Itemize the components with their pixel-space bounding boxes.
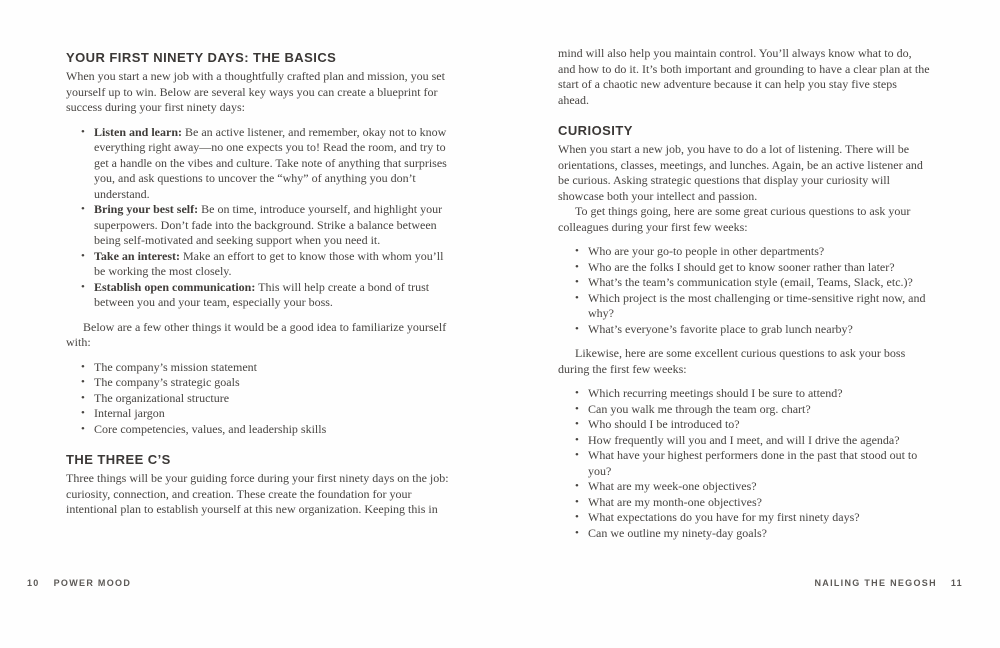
colleague-questions-list	[558, 244, 930, 337]
list-item	[94, 280, 450, 311]
heading-curiosity: CURIOSITY	[558, 123, 633, 138]
familiarize-list	[66, 360, 450, 438]
heading-first-ninety-days: YOUR FIRST NINETY DAYS: THE BASICS	[66, 50, 337, 65]
list-item: • What are my week-one objectives?	[588, 479, 930, 495]
bullet-lead: Take an interest:	[94, 248, 181, 263]
list-item: • The company’s strategic goals	[94, 375, 450, 391]
page-left	[66, 50, 450, 518]
continuation-paragraph: mind will also help you maintain control. You’ll always know what to do, and how to do it. It’s both important and grounding to have a clear plan at the start of a chaotic new adventure because it can help you stay five steps ahead.	[558, 46, 930, 107]
list-item: • Core competencies, values, and leadership skills	[94, 422, 450, 438]
running-head-book-title: POWER MOOD	[53, 578, 132, 588]
list-item	[94, 202, 450, 249]
list-item: • Who should I be introduced to?	[588, 417, 930, 433]
list-item: • Can you walk me through the team org. chart?	[588, 402, 930, 418]
bullet-lead: Listen and learn:	[94, 124, 183, 139]
list-item: • What expectations do you have for my first ninety days?	[588, 510, 930, 526]
list-item	[94, 125, 450, 203]
colleagues-intro-paragraph: To get things going, here are some great curious questions to ask your colleagues during your first few weeks:	[558, 204, 911, 234]
list-item: • How frequently will you and I meet, and will I drive the agenda?	[588, 433, 930, 449]
list-item: • Who are the folks I should get to know sooner rather than later?	[588, 260, 930, 276]
list-item: • Which project is the most challenging or time-sensitive right now, and why?	[588, 291, 930, 322]
list-item: • The company’s mission statement	[94, 360, 450, 376]
intro-paragraph: When you start a new job with a thoughtfully crafted plan and mission, you set yourself up to win. Below are several key ways you can create a blueprint for success during your first ninety days:	[66, 69, 445, 114]
boss-questions-list	[558, 386, 930, 541]
list-item: • Can we outline my ninety-day goals?	[588, 526, 930, 542]
footer-right	[814, 578, 963, 588]
list-item: • What’s the team’s communication style (email, Teams, Slack, etc.)?	[588, 275, 930, 291]
page-number-left: 10	[27, 578, 40, 588]
three-cs-paragraph: Three things will be your guiding force during your first ninety days on the job: curiosity, connection, and creation. These create the foundation for your intentional plan to establish yourself at this new organization. Keeping this in	[66, 471, 449, 516]
bullet-text: Be on time, introduce yourself, and highlight your superpowers. Don’t fade into the background. Strike a balance between being self-motivated and seeking support when you need it.	[94, 202, 443, 247]
key-ways-list	[66, 125, 450, 311]
list-item: • Which recurring meetings should I be sure to attend?	[588, 386, 930, 402]
list-item: • The organizational structure	[94, 391, 450, 407]
page-right	[558, 46, 930, 550]
boss-intro-paragraph: Likewise, here are some excellent curious questions to ask your boss during the first few weeks:	[558, 346, 906, 376]
bullet-lead: Establish open communication:	[94, 279, 256, 294]
bullet-lead: Bring your best self:	[94, 202, 199, 216]
list-item: • What have your highest performers done in the past that stood out to you?	[588, 448, 930, 479]
list-item: • What’s everyone’s favorite place to grab lunch nearby?	[588, 322, 930, 338]
list-item	[94, 249, 450, 280]
footer-left	[27, 578, 131, 588]
bullet-text: Be an active listener, and remember, okay not to know everything right away—no one expects you to! Read the room, and try to get a handle on the vibes and culture. Take note of anything that surprises you, and ask questions to uncover the “why” of anything you don’t understand.	[94, 124, 447, 201]
bullet-text: Make an effort to get to know those with whom you’ll be working the most closely.	[94, 248, 444, 278]
familiarize-intro-paragraph: Below are a few other things it would be a good idea to familiarize yourself with:	[66, 319, 447, 349]
curiosity-paragraph: When you start a new job, you have to do a lot of listening. There will be orientations, classes, meetings, and lunches. Again, be an active listener and be curious. Asking strategic questions that display your curiosity will showcase both your intellect and passion.	[558, 142, 923, 203]
list-item: • Internal jargon	[94, 406, 450, 422]
page-number-right: 11	[950, 578, 963, 588]
list-item: • What are my month-one objectives?	[588, 495, 930, 511]
running-head-chapter-title: NAILING THE NEGOSH	[814, 578, 937, 588]
heading-three-cs: THE THREE C’S	[66, 452, 171, 467]
list-item: • Who are your go-to people in other departments?	[588, 244, 930, 260]
bullet-text: This will help create a bond of trust between you and your team, especially your boss.	[94, 279, 430, 309]
